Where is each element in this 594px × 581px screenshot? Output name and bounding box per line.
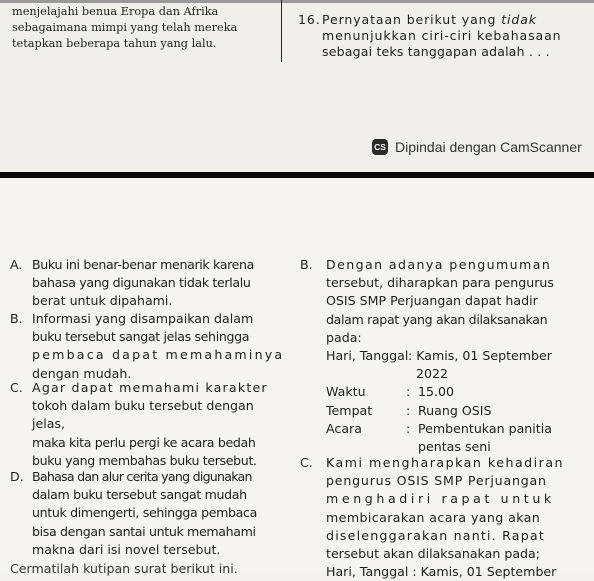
option-line: Buku ini benar-benar menarik karena: [32, 257, 255, 272]
question-number: 16.: [298, 12, 321, 27]
option-line: tersebut akan dilaksanakan pada;: [326, 546, 541, 562]
option-line: Dengan adanya pengumuman: [326, 257, 552, 272]
camscanner-text: Dipindai dengan CamScanner: [395, 139, 582, 155]
option-line: untuk dimengerti, sehingga pembaca: [32, 505, 257, 521]
option-line: dalam rapat yang akan dilaksanakan: [326, 311, 548, 327]
option-line: pengurus OSIS SMP Perjuangan: [326, 473, 547, 489]
option-line: Bahasa dan alur cerita yang digunakan: [32, 469, 252, 484]
option-line: tokoh dalam buku tersebut dengan: [32, 398, 254, 414]
detail-value: 15.00: [418, 384, 455, 400]
option-line: pembaca dapat memahaminya: [32, 347, 285, 363]
option-line: bisa dengan santai untuk memahami: [32, 523, 256, 539]
detail-value: Ruang OSIS: [418, 402, 492, 418]
option-line: buku tersebut sangat jelas sehingga: [32, 329, 250, 345]
detail-colon: :: [406, 402, 411, 418]
detail-colon: :: [408, 348, 413, 364]
detail-value-cont: pentas seni: [418, 439, 491, 455]
option-line: tersebut, diharapkan para pengurus: [326, 275, 554, 291]
question-line: menunjukkan ciri-ciri kebahasaan: [322, 28, 562, 43]
option-label: D.: [10, 469, 24, 484]
option-line: Agar dapat memahami karakter: [32, 380, 268, 395]
option-B-right: [300, 256, 590, 456]
option-label: B.: [10, 311, 23, 326]
detail-colon: :: [406, 420, 411, 436]
detail-key: Waktu: [326, 384, 366, 400]
emphasis-word: tidak: [501, 12, 537, 27]
option-label: B.: [300, 257, 313, 272]
question-line: sebagai teks tanggapan adalah . . .: [322, 44, 550, 59]
option-A: [10, 256, 290, 311]
top-left-passage: [12, 4, 274, 52]
question-line: Pernyataan berikut yang tidak: [322, 12, 537, 27]
camscanner-watermark: [372, 139, 582, 155]
option-line: dengan mudah.: [32, 365, 132, 381]
camscanner-logo-icon: CS: [372, 139, 388, 155]
option-line: maka kita perlu pergi ke acara bedah: [32, 434, 256, 450]
option-line: dalam buku tersebut sangat mudah: [32, 487, 247, 503]
option-line: buku yang membahas buku tersebut.: [32, 452, 257, 468]
option-line: Informasi yang disampaikan dalam: [32, 311, 254, 326]
passage-line: menjelajahi benua Eropa dan Afrika: [12, 5, 219, 18]
detail-row-place: [326, 402, 590, 420]
option-line: OSIS SMP Perjuangan dapat hadir: [326, 293, 538, 309]
page-top-edge: [0, 0, 594, 3]
detail-value: Kamis, 01 September: [416, 348, 552, 364]
column-divider: [281, 0, 282, 62]
option-line: bahasa yang digunakan tidak terlalu: [32, 275, 251, 291]
option-label: C.: [10, 380, 23, 395]
detail-value: Pembentukan panitia: [418, 420, 552, 436]
next-question-intro: Cermatilah kutipan surat berikut ini.: [10, 561, 238, 576]
detail-value-cont: 2022: [416, 366, 449, 382]
detail-key: Tempat: [326, 402, 373, 418]
option-C-left: [10, 379, 290, 470]
option-line: jelas,: [32, 416, 66, 432]
option-line: membicarakan acara yang akan: [326, 509, 541, 525]
option-line: pada:: [326, 329, 362, 345]
option-line: Kami mengharapkan kehadiran: [326, 455, 565, 470]
option-line: diselenggarakan nanti. Rapat: [326, 527, 545, 543]
detail-row-event: [326, 420, 590, 438]
option-line: menghadiri rapat untuk: [326, 491, 555, 507]
option-line: Hari, Tanggal : Kamis, 01 September: [326, 564, 557, 580]
option-label: C.: [300, 455, 313, 470]
option-line: berat untuk dipahami.: [32, 293, 173, 309]
option-label: A.: [10, 257, 23, 272]
passage-line: sebagaimana mimpi yang telah mereka: [12, 21, 238, 34]
detail-row-date: [326, 347, 590, 365]
detail-key: Hari, Tanggal: [326, 348, 409, 364]
option-B-left: [10, 310, 290, 383]
option-line: makna dari isi novel tersebut.: [32, 541, 221, 557]
option-D: [10, 468, 290, 559]
passage-line: tetapkan beberapa tahun yang lalu.: [12, 37, 217, 50]
detail-colon: :: [406, 384, 411, 400]
option-C-right: [300, 454, 590, 581]
detail-row-time: [326, 383, 590, 401]
detail-key: Acara: [326, 420, 362, 436]
